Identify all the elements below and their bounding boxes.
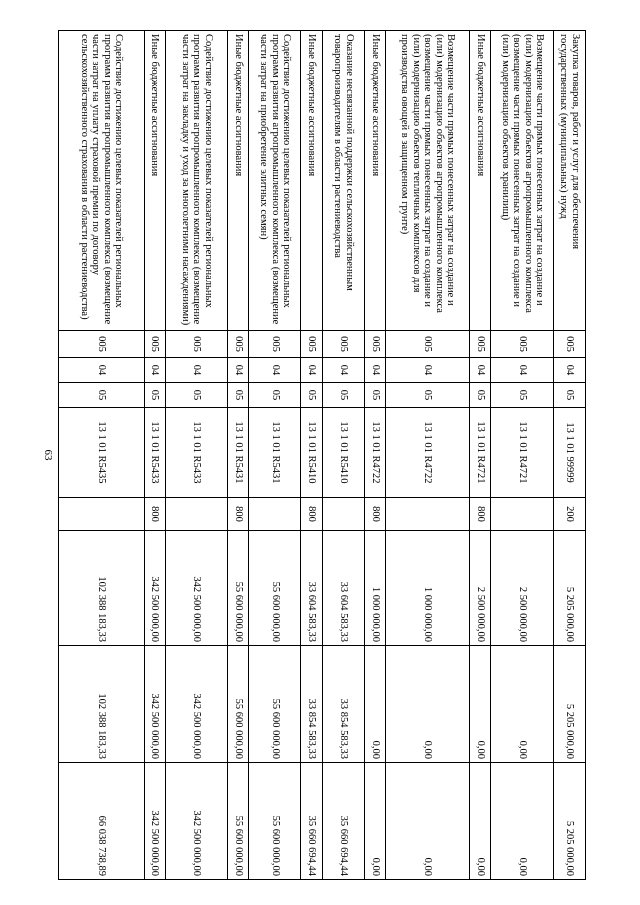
table-row	[144, 31, 165, 880]
table-row	[228, 31, 249, 880]
expense-type: 800	[364, 498, 385, 531]
budget-table	[58, 30, 586, 880]
table-row	[553, 31, 585, 880]
section-code: 04	[144, 358, 165, 383]
amount-year-3: 0,00	[364, 763, 385, 880]
row-name: Иные бюджетные ассигнования	[301, 31, 322, 331]
row-name: Содействие достижению целевых показателей региональных программ развития агропромышленного комплекса (возмещение части затрат на закладку и уход за многолетними насаждениями)	[165, 31, 227, 331]
expense-type	[491, 498, 553, 531]
table-row	[301, 31, 322, 880]
amount-year-2: 0,00	[385, 646, 469, 763]
target-article: 13 1 01 R5435	[59, 408, 145, 498]
ministry-code: 005	[364, 331, 385, 358]
section-code: 04	[59, 358, 145, 383]
table-row	[59, 31, 145, 880]
amount-year-1: 1 000 000,00	[364, 531, 385, 646]
target-article: 13 1 01 R4721	[491, 408, 553, 498]
amount-year-3: 55 600 000,00	[228, 763, 249, 880]
row-name: Оказание несвязанной поддержки сельскохозяйственным товаропроизводителям в области растениеводства	[322, 31, 364, 331]
ministry-code: 005	[249, 331, 301, 358]
row-name: Содействие достижению целевых показателей региональных программ развития агропромышленного комплекса (возмещение части затрат на приобретение элитных семян)	[249, 31, 301, 331]
target-article: 13 1 01 R5410	[301, 408, 322, 498]
subsection-code: 05	[364, 383, 385, 408]
expense-type	[385, 498, 469, 531]
subsection-code: 05	[385, 383, 469, 408]
amount-year-3: 342 500 000,00	[165, 763, 227, 880]
amount-year-2: 0,00	[364, 646, 385, 763]
amount-year-3: 0,00	[491, 763, 553, 880]
amount-year-2: 342 500 000,00	[144, 646, 165, 763]
row-name: Иные бюджетные ассигнования	[364, 31, 385, 331]
ministry-code: 005	[470, 331, 491, 358]
target-article: 13 1 01 R5431	[249, 408, 301, 498]
amount-year-1: 5 205 000,00	[553, 531, 585, 646]
amount-year-3: 35 660 694,44	[301, 763, 322, 880]
ministry-code: 005	[165, 331, 227, 358]
row-name: Закупка товаров, работ и услуг для обеспечения государственных (муниципальных) нужд	[553, 31, 585, 331]
amount-year-2: 55 600 000,00	[249, 646, 301, 763]
ministry-code: 005	[228, 331, 249, 358]
subsection-code: 05	[249, 383, 301, 408]
amount-year-3: 5 205 000,00	[553, 763, 585, 880]
amount-year-1: 55 600 000,00	[228, 531, 249, 646]
target-article: 13 1 01 R5433	[165, 408, 227, 498]
amount-year-1: 55 600 000,00	[249, 531, 301, 646]
ministry-code: 005	[144, 331, 165, 358]
ministry-code: 005	[322, 331, 364, 358]
target-article: 13 1 01 R5410	[322, 408, 364, 498]
amount-year-1: 102 388 183,33	[59, 531, 145, 646]
amount-year-2: 102 388 183,33	[59, 646, 145, 763]
expense-type: 800	[228, 498, 249, 531]
row-name: Иные бюджетные ассигнования	[470, 31, 491, 331]
expense-type	[165, 498, 227, 531]
target-article: 13 1 01 99999	[553, 408, 585, 498]
table-row	[322, 31, 364, 880]
amount-year-1: 33 604 583,33	[322, 531, 364, 646]
row-name: Возмещение части прямых понесенных затрат на создание и (или) модернизацию объектов агропромышленного комплекса (возмещение части прямых понесенных затрат на создание и (или) модернизацию объектов тепличных комплексов для производства овощей в защищенном грунте)	[385, 31, 469, 331]
subsection-code: 05	[144, 383, 165, 408]
expense-type: 800	[301, 498, 322, 531]
table-row	[364, 31, 385, 880]
section-code: 04	[165, 358, 227, 383]
amount-year-1: 2 500 000,00	[491, 531, 553, 646]
subsection-code: 05	[228, 383, 249, 408]
table-row	[165, 31, 227, 880]
section-code: 04	[553, 358, 585, 383]
expense-type: 200	[553, 498, 585, 531]
amount-year-2: 55 600 000,00	[228, 646, 249, 763]
subsection-code: 05	[470, 383, 491, 408]
amount-year-3: 55 600 000,00	[249, 763, 301, 880]
amount-year-1: 33 604 583,33	[301, 531, 322, 646]
section-code: 04	[322, 358, 364, 383]
target-article: 13 1 01 R5433	[144, 408, 165, 498]
target-article: 13 1 01 R5431	[228, 408, 249, 498]
amount-year-2: 0,00	[491, 646, 553, 763]
budget-table-rotated	[58, 30, 586, 879]
ministry-code: 005	[385, 331, 469, 358]
row-name: Содействие достижению целевых показателей региональных программ развития агропромышленного комплекса (возмещение части затрат на уплату страховой премии по договору сельскохозяйственного страхования в области растениеводства)	[59, 31, 145, 331]
target-article: 13 1 01 R4721	[470, 408, 491, 498]
amount-year-1: 342 500 000,00	[144, 531, 165, 646]
section-code: 04	[228, 358, 249, 383]
amount-year-3: 35 660 694,44	[322, 763, 364, 880]
table-row	[249, 31, 301, 880]
amount-year-1: 1 000 000,00	[385, 531, 469, 646]
subsection-code: 05	[301, 383, 322, 408]
expense-type	[59, 498, 145, 531]
amount-year-2: 342 500 000,00	[165, 646, 227, 763]
page-number: 63	[42, 449, 54, 461]
expense-type	[249, 498, 301, 531]
section-code: 04	[301, 358, 322, 383]
amount-year-3: 0,00	[385, 763, 469, 880]
amount-year-2: 33 854 583,33	[301, 646, 322, 763]
target-article: 13 1 01 R4722	[385, 408, 469, 498]
target-article: 13 1 01 R4722	[364, 408, 385, 498]
row-name: Иные бюджетные ассигнования	[228, 31, 249, 331]
section-code: 04	[385, 358, 469, 383]
table-row	[491, 31, 553, 880]
section-code: 04	[470, 358, 491, 383]
subsection-code: 05	[59, 383, 145, 408]
ministry-code: 005	[553, 331, 585, 358]
ministry-code: 005	[491, 331, 553, 358]
row-name: Иные бюджетные ассигнования	[144, 31, 165, 331]
expense-type: 800	[470, 498, 491, 531]
subsection-code: 05	[322, 383, 364, 408]
section-code: 04	[249, 358, 301, 383]
amount-year-3: 0,00	[470, 763, 491, 880]
table-body	[59, 31, 586, 880]
subsection-code: 05	[553, 383, 585, 408]
section-code: 04	[491, 358, 553, 383]
amount-year-3: 66 038 738,89	[59, 763, 145, 880]
section-code: 04	[364, 358, 385, 383]
subsection-code: 05	[165, 383, 227, 408]
expense-type: 800	[144, 498, 165, 531]
expense-type	[322, 498, 364, 531]
row-name: Возмещение части прямых понесенных затрат на создание и (или) модернизацию объектов агропромышленного комплекса (возмещение части прямых понесенных затрат на создание и (или) модернизацию объектов хранилищ)	[491, 31, 553, 331]
subsection-code: 05	[491, 383, 553, 408]
amount-year-2: 0,00	[470, 646, 491, 763]
table-row	[470, 31, 491, 880]
amount-year-1: 2 500 000,00	[470, 531, 491, 646]
amount-year-3: 342 500 000,00	[144, 763, 165, 880]
amount-year-2: 5 205 000,00	[553, 646, 585, 763]
amount-year-2: 33 854 583,33	[322, 646, 364, 763]
table-row	[385, 31, 469, 880]
amount-year-1: 342 500 000,00	[165, 531, 227, 646]
ministry-code: 005	[301, 331, 322, 358]
ministry-code: 005	[59, 331, 145, 358]
